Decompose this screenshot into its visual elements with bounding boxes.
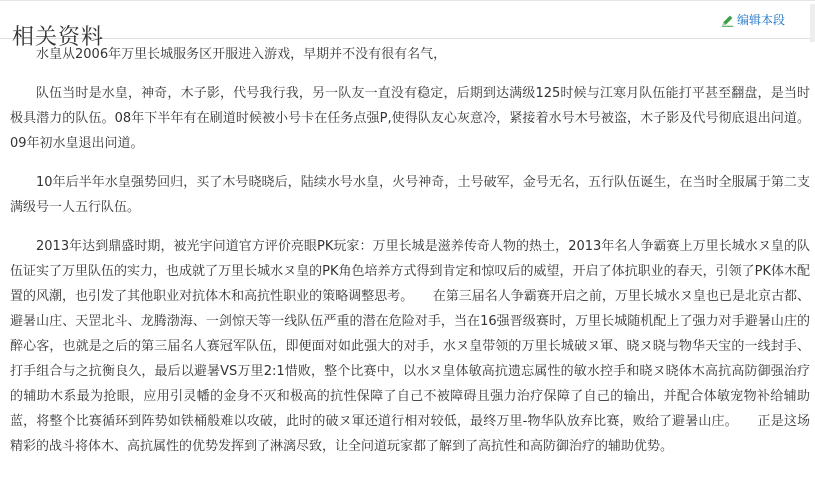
paragraph-4: 2013年达到鼎盛时期，被光宇问道官方评价亮眼PK玩家：万里长城是滋养传奇人物的热土，2013年名人争霸赛上万里长城水ヌ皇的队伍证实了万里队伍的实力，也成就了万里长城水ヌ皇的PK角色培养方式得到肯定和惊叹后的威望，开启了体抗职业的春天，引领了PK体木配置的风潮，也引发了其他职业对抗体木和高抗性职业的策略调整思考。 在第三届名人争霸赛开启之前，万里长城水ヌ皇也已是北京古都、避暑山庄、天罡北斗、龙腾渤海、一剑惊天等一线队伍严重的潜在危险对手，当在16强晋级赛时，万里长城随机配上了强力对手避暑山庄的醉心客，也就是之后的第三届名人赛冠军队伍，即便面对如此强大的对手，水ヌ皇带领的万里长城破ヌ軍、晓ヌ晓与物华天宝的一线封手、打手组合与之抗衡良久，最后以避暑VS万里2:1惜败，整个比赛中，以水ヌ皇体敏高抗遗忘属性的敏水控手和晓ヌ晓体木高抗高防御强治疗的辅助木系最为抢眼，应用引灵幡的金身不灭和极高的抗性保障了自己不被障碍且强力治疗保障了自己的输出，并配合体敏宠物补给辅助蓝，将整个比赛循环到阵势如铁桶般难以攻破，此时的破ヌ軍还道行相对较低，最终万里-物华队放弃比赛，败给了避暑山庄。 正是这场精彩的战斗将体木、高抗属性的优势发挥到了淋漓尽致，让全问道玩家都了解到了高抗性和高防御治疗的辅助优势。	[10, 239, 810, 454]
scroll-edge	[810, 4, 815, 42]
section-title: 相关资料	[12, 25, 105, 51]
edit-section-link[interactable]	[721, 12, 785, 28]
top-divider	[0, 0, 815, 1]
section-header	[0, 4, 815, 51]
paragraph-1: 水皇从2006年万里长城服务区开服进入游戏，早期并不没有很有名气，	[36, 47, 447, 62]
edit-section-label: 编辑本段	[736, 13, 785, 27]
paragraph-3: 10年后半年水皇强势回归，买了木号晓晓后，陆续水号水皇，火号神奇，土号破军，金号无名，五行队伍诞生，在当时全服属于第二支满级号一人五行队伍。	[10, 175, 810, 215]
article-body	[10, 42, 810, 473]
paragraph-2: 队伍当时是水皇，神奇，木子影，代号我行我，另一队友一直没有稳定，后期到达满级125时候与江寒月队伍能打平甚至翻盘，是当时极具潜力的队伍。08年下半年有在刷道时候被小号卡在任务点强P,使得队友心灰意冷，紧接着水号木号被盗，木子影及代号彻底退出问道。09年初水皇退出问道。	[10, 86, 810, 151]
pencil-icon	[721, 14, 734, 27]
